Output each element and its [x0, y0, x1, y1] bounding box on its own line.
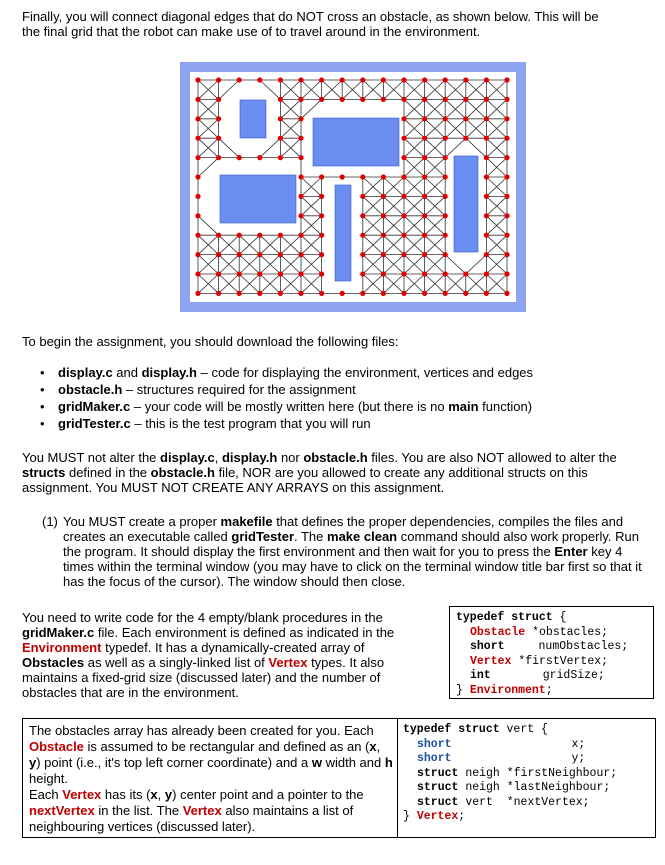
grid-vertex: [484, 155, 489, 160]
grid-vertex: [504, 194, 509, 199]
grid-vertex: [401, 155, 406, 160]
grid-vertex: [504, 291, 509, 296]
grid-vertex: [298, 213, 303, 218]
intro-paragraph: [22, 9, 652, 39]
grid-vertex: [401, 77, 406, 82]
grid-vertex: [216, 77, 221, 82]
grid-vertex: [257, 252, 262, 257]
file-list-item: • display.c and display.h – code for displaying the environment, vertices and edges: [36, 364, 636, 381]
grid-vertex: [278, 291, 283, 296]
grid-vertex: [195, 213, 200, 218]
grid-vertex: [237, 233, 242, 238]
grid-vertex: [484, 271, 489, 276]
grid-vertex: [340, 97, 345, 102]
intro-line-2: the final grid that the robot can make use of to travel around in the environment.: [22, 24, 481, 39]
grid-vertex: [484, 233, 489, 238]
grid-vertex: [195, 136, 200, 141]
grid-vertex: [195, 194, 200, 199]
grid-vertex: [340, 174, 345, 179]
grid-edge: [466, 138, 487, 157]
grid-vertex: [195, 174, 200, 179]
grid-vertex: [401, 213, 406, 218]
grid-vertex: [443, 291, 448, 296]
grid-vertex: [422, 116, 427, 121]
grid-edge: [219, 80, 240, 99]
obstacle: [335, 185, 351, 281]
grid-vertex: [443, 77, 448, 82]
grid-vertex: [463, 116, 468, 121]
grid-vertex: [298, 271, 303, 276]
grid-vertex: [463, 97, 468, 102]
grid-vertex: [298, 252, 303, 257]
grid-vertex: [381, 174, 386, 179]
obstacle: [240, 100, 266, 138]
grid-vertex: [298, 174, 303, 179]
grid-vertex: [443, 155, 448, 160]
grid-vertex: [401, 97, 406, 102]
grid-vertex: [278, 77, 283, 82]
grid-vertex: [422, 97, 427, 102]
grid-vertex: [401, 233, 406, 238]
grid-vertex: [484, 136, 489, 141]
grid-vertex: [443, 97, 448, 102]
environment-border-bottom: [180, 302, 526, 312]
grid-vertex: [216, 97, 221, 102]
grid-vertex: [257, 155, 262, 160]
grid-vertex: [195, 233, 200, 238]
environment-grid-figure: [180, 62, 526, 312]
grid-vertex: [319, 213, 324, 218]
grid-vertex: [463, 291, 468, 296]
grid-vertex: [360, 252, 365, 257]
grid-vertex: [422, 194, 427, 199]
file-list-item: • obstacle.h – structures required for the assignment: [36, 381, 636, 398]
grid-vertex: [237, 252, 242, 257]
grid-vertex: [484, 213, 489, 218]
grid-vertex: [401, 194, 406, 199]
grid-vertex: [484, 291, 489, 296]
grid-vertex: [422, 174, 427, 179]
grid-vertex: [360, 213, 365, 218]
grid-vertex: [443, 252, 448, 257]
grid-edge: [198, 158, 219, 177]
grid-vertex: [216, 233, 221, 238]
grid-vertex: [298, 194, 303, 199]
grid-vertex: [401, 174, 406, 179]
vertex-typedef-code: typedef struct vert { short x; short y; struct neigh *firstNeighbour; struct neigh *lastNeighbour; struct vert *nextVertex; } Vertex;: [398, 718, 656, 838]
obstacle: [454, 156, 478, 252]
grid-vertex: [443, 194, 448, 199]
grid-vertex: [216, 252, 221, 257]
grid-vertex: [422, 77, 427, 82]
grid-edge: [445, 255, 466, 274]
grid-vertex: [216, 271, 221, 276]
grid-vertex: [237, 291, 242, 296]
grid-vertex: [463, 271, 468, 276]
grid-vertex: [298, 77, 303, 82]
grid-vertex: [319, 97, 324, 102]
environment-border-top: [180, 62, 526, 72]
grid-vertex: [298, 116, 303, 121]
grid-vertex: [504, 136, 509, 141]
grid-vertex: [195, 291, 200, 296]
grid-vertex: [484, 116, 489, 121]
environment-description: You need to write code for the 4 empty/blank procedures in the gridMaker.c file. Each environment is defined as indicated in the Environment typedef. It has a dynamically-created array of Obstacles as well as a singly-linked list of Vertex types. It also maintains a fixed-grid size (discussed later) and the number of obstacles that are in the environment.: [22, 610, 395, 700]
grid-vertex: [504, 271, 509, 276]
grid-vertex: [504, 77, 509, 82]
grid-vertex: [195, 155, 200, 160]
grid-vertex: [319, 291, 324, 296]
grid-vertex: [401, 116, 406, 121]
obstacle: [220, 175, 296, 223]
environment-typedef-code: typedef struct { Obstacle *obstacles; short numObstacles; Vertex *firstVertex; int gridSize; } Environment;: [449, 606, 654, 699]
grid-vertex: [484, 252, 489, 257]
grid-vertex: [257, 77, 262, 82]
grid-vertex: [319, 252, 324, 257]
grid-vertex: [422, 271, 427, 276]
grid-vertex: [360, 194, 365, 199]
grid-vertex: [319, 77, 324, 82]
grid-vertex: [216, 291, 221, 296]
grid-edge: [445, 138, 466, 157]
grid-vertex: [401, 271, 406, 276]
grid-vertex: [484, 174, 489, 179]
grid-vertex: [381, 194, 386, 199]
grid-vertex: [298, 97, 303, 102]
rules-paragraph: You MUST not alter the display.c, display.h nor obstacle.h files. You are also NOT allowed to alter the structs defined in the obstacle.h file, NOR are you allowed to create any additional structs on this assignment. You MUST NOT CREATE ANY ARRAYS on this assignment.: [22, 450, 617, 495]
grid-vertex: [504, 252, 509, 257]
file-list-item: • gridTester.c – this is the test program that you will run: [36, 415, 636, 432]
grid-vertex: [360, 77, 365, 82]
grid-vertex: [422, 291, 427, 296]
grid-vertex: [319, 271, 324, 276]
grid-vertex: [257, 233, 262, 238]
grid-vertex: [298, 155, 303, 160]
grid-edge: [466, 255, 487, 274]
grid-vertex: [463, 136, 468, 141]
grid-vertex: [257, 291, 262, 296]
file-list: [36, 364, 636, 432]
grid-vertex: [195, 252, 200, 257]
grid-vertex: [504, 233, 509, 238]
grid-vertex: [381, 291, 386, 296]
grid-vertex: [360, 174, 365, 179]
grid-vertex: [422, 233, 427, 238]
grid-vertex: [278, 271, 283, 276]
grid-vertex: [216, 136, 221, 141]
grid-vertex: [422, 213, 427, 218]
grid-vertex: [381, 97, 386, 102]
grid-vertex: [504, 213, 509, 218]
grid-vertex: [319, 194, 324, 199]
grid-vertex: [401, 291, 406, 296]
step-1-paragraph: (1) You MUST create a proper makefile that defines the proper dependencies, compiles the files and creates an executable called gridTester. The make clean command should also work properly. Run the program. It should display the first environment and then wait for you to press the Enter key 4 times within the terminal window (you may have to click on the terminal window title bar first so that it has the focus of the cursor). The window should then close.: [42, 514, 642, 589]
step-1-number: (1): [42, 514, 58, 529]
grid-vertex: [484, 194, 489, 199]
grid-vertex: [278, 97, 283, 102]
grid-vertex: [401, 252, 406, 257]
grid-edge: [198, 216, 219, 235]
grid-vertex: [195, 271, 200, 276]
grid-vertex: [298, 291, 303, 296]
grid-vertex: [484, 97, 489, 102]
grid-edge: [301, 99, 322, 118]
grid-vertex: [340, 77, 345, 82]
grid-edge: [219, 138, 240, 157]
obstacle: [313, 118, 399, 166]
grid-vertex: [257, 271, 262, 276]
grid-vertex: [278, 252, 283, 257]
grid-vertex: [195, 97, 200, 102]
grid-edge: [260, 138, 281, 157]
grid-vertex: [237, 155, 242, 160]
grid-vertex: [278, 233, 283, 238]
grid-vertex: [381, 271, 386, 276]
grid-vertex: [504, 97, 509, 102]
grid-vertex: [443, 271, 448, 276]
grid-vertex: [443, 136, 448, 141]
grid-vertex: [216, 155, 221, 160]
grid-vertex: [422, 155, 427, 160]
download-intro: To begin the assignment, you should download the following files:: [22, 334, 399, 349]
grid-vertex: [422, 252, 427, 257]
grid-vertex: [360, 233, 365, 238]
grid-vertex: [443, 116, 448, 121]
grid-vertex: [278, 136, 283, 141]
environment-border-left: [180, 62, 190, 312]
grid-vertex: [504, 116, 509, 121]
grid-vertex: [443, 213, 448, 218]
grid-vertex: [443, 174, 448, 179]
grid-vertex: [401, 136, 406, 141]
grid-vertex: [298, 136, 303, 141]
grid-vertex: [381, 252, 386, 257]
grid-vertex: [237, 271, 242, 276]
grid-vertex: [278, 116, 283, 121]
grid-vertex: [381, 77, 386, 82]
grid-edge: [260, 80, 281, 99]
grid-vertex: [340, 291, 345, 296]
grid-vertex: [237, 77, 242, 82]
grid-vertex: [381, 233, 386, 238]
grid-vertex: [360, 97, 365, 102]
grid-vertex: [484, 77, 489, 82]
grid-vertex: [381, 213, 386, 218]
grid-vertex: [504, 155, 509, 160]
grid-vertex: [504, 174, 509, 179]
grid-vertex: [278, 155, 283, 160]
intro-line-1: Finally, you will connect diagonal edges that do NOT cross an obstacle, as shown below. This will be: [22, 9, 599, 24]
grid-vertex: [216, 116, 221, 121]
environment-border-right: [516, 62, 526, 312]
grid-vertex: [195, 116, 200, 121]
grid-vertex: [443, 233, 448, 238]
grid-vertex: [319, 233, 324, 238]
grid-vertex: [463, 77, 468, 82]
grid-vertex: [319, 174, 324, 179]
file-list-item: • gridMaker.c – your code will be mostly written here (but there is no main function): [36, 398, 636, 415]
grid-vertex: [360, 291, 365, 296]
grid-vertex: [360, 271, 365, 276]
grid-vertex: [195, 77, 200, 82]
obstacle-vertex-description: The obstacles array has already been created for you. Each Obstacle is assumed to be rectangular and defined as an (x, y) point (i.e., it's top left corner coordinate) and a w width and h height. Each Vertex has its (x, y) center point and a pointer to the nextVertex in the list. The Vertex also maintains a list of neighbouring vertices (discussed later).: [22, 718, 398, 838]
grid-vertex: [422, 136, 427, 141]
grid-vertex: [298, 233, 303, 238]
